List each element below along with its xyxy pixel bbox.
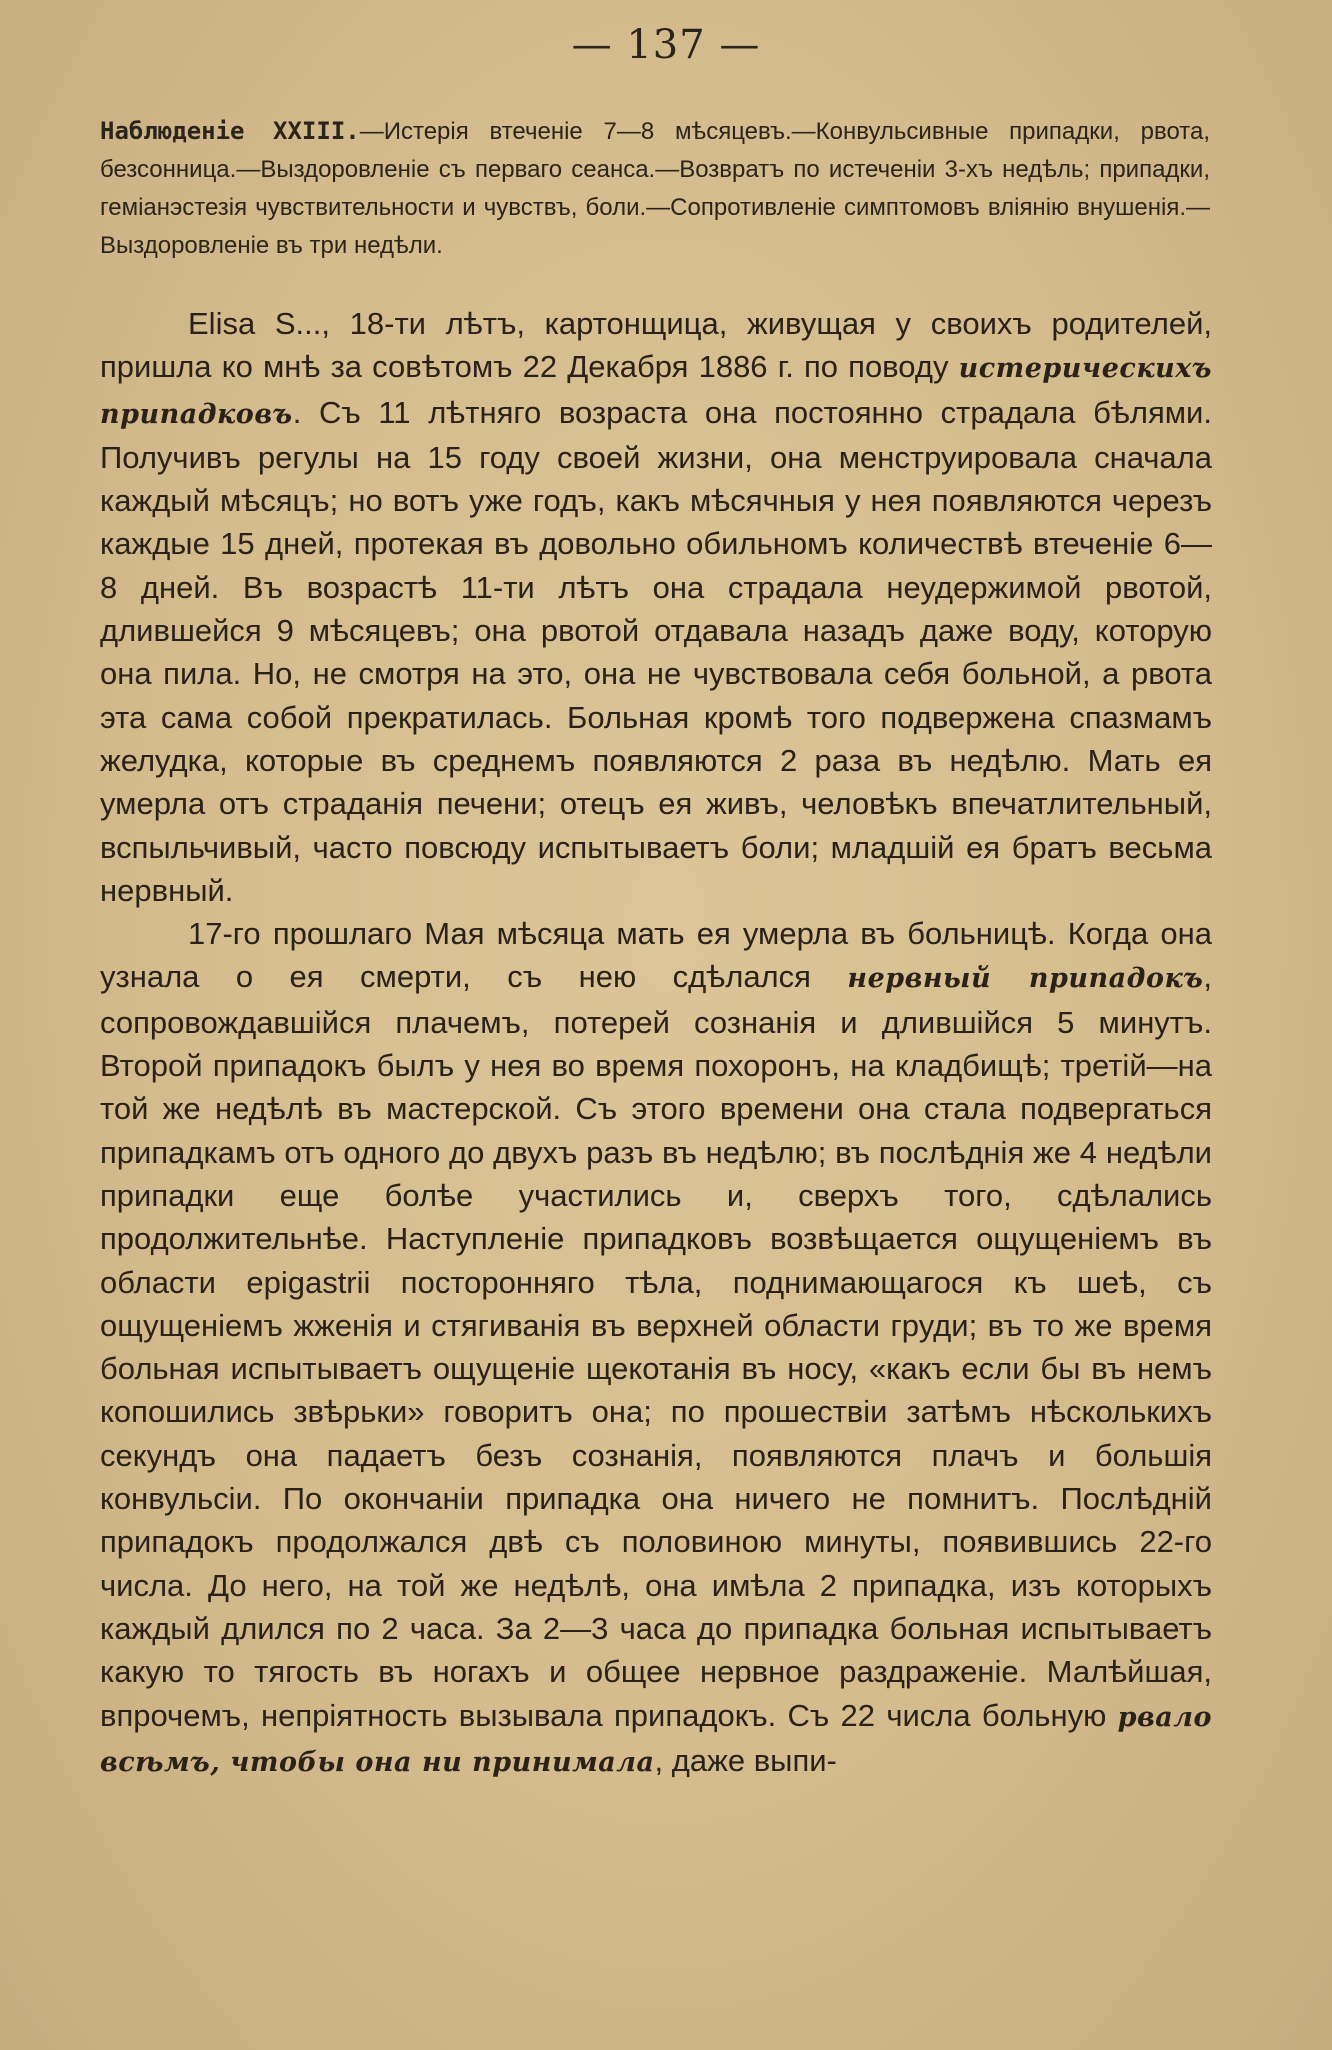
emphasis-text: истерическихъ припадковъ <box>100 353 1212 430</box>
emphasis-text: рвало всѣмъ, чтобы она ни принимала <box>100 1701 1212 1778</box>
emphasis-text: нервный припадокъ <box>847 963 1204 995</box>
paragraph-text: Elisa S..., 18-ти лѣтъ, картонщица, живущая у своихъ родителей, пришла ко мнѣ за совѣтомъ 22 Декабря 1886 г. по поводу <box>100 306 1212 385</box>
paragraph-text: . Съ 11 лѣтняго возраста она постоянно страдала бѣлями. Получивъ регулы на 15 году своей жизни, она менструировала сначала каждый мѣсяцъ; но вотъ уже годъ, какъ мѣсячныя у нея появляются черезъ каждые 15 дней, протекая въ довольно обильномъ количествѣ втеченіе 6—8 дней. Въ возрастѣ 11-ти лѣтъ она страдала неудержимой рвотой, длившейся 9 мѣсяцевъ; она рвотой отдавала назадъ даже воду, которую она пила. Но, не смотря на это, она не чувствовала себя больной, а рвота эта сама собой прекратилась. Больная кромѣ того подвержена спазмамъ желудка, которые въ среднемъ появляются 2 раза въ недѣлю. Мать ея умерла отъ страданія печени; отецъ ея живъ, человѣкъ впечатлительный, вспыльчивый, часто повсюду испытываетъ боли; младшій ея братъ весьма нервный. <box>100 394 1212 908</box>
case-summary <box>100 112 1210 265</box>
paragraph-text: , сопровождавшійся плачемъ, потерей сознанія и длившійся 5 минутъ. Второй припадокъ былъ у нея во время похоронъ, на кладбищѣ; третій—на той же недѣлѣ въ мастерской. Съ этого времени она стала подвергаться припадкамъ отъ одного до двухъ разъ въ недѣлю; въ послѣднія же 4 недѣли припадки еще болѣе участились и, сверхъ того, сдѣлались продолжительнѣе. Наступленіе припадковъ возвѣщается ощущеніемъ въ области epigastrii посторонняго тѣла, поднимающагося къ шеѣ, съ ощущеніемъ жженія и стягиванія въ верхней области груди; въ то же время больная испытываетъ ощущеніе щекотанія въ носу, «какъ если бы въ немъ копошились звѣрьки» говоритъ она; по прошествіи затѣмъ нѣсколькихъ секундъ она падаетъ безъ сознанія, появляются плачъ и большія конвульсіи. По окончаніи припадка она ничего не помнитъ. Послѣдній припадокъ продолжался двѣ съ половиною минуты, появившись 22-го числа. До него, на той же недѣлѣ, она имѣла 2 припадка, изъ которыхъ каждый длился по 2 часа. За 2—3 часа до припадка больная испытываетъ какую то тягость въ ногахъ и общее нервное раздраженіе. Малѣйшая, впрочемъ, непріятность вызывала припадокъ. Съ 22 числа больную <box>100 959 1212 1733</box>
page-number: — 137 — <box>571 22 761 68</box>
paragraph-text: , даже выпи- <box>654 1742 837 1778</box>
paragraph <box>100 912 1212 1784</box>
case-label: Наблюденіе XXIII. <box>100 117 360 145</box>
paragraph <box>100 302 1212 912</box>
body-text <box>100 302 1212 1784</box>
case-summary-text: —Истерія втеченіе 7—8 мѣсяцевъ.—Конвульсивные припадки, рвота, безсонница.—Выздоровленіе съ перваго сеанса.—Возвратъ по истеченіи 3-хъ недѣль; припадки, геміанэстезія чувствительности и чувствъ, боли.—Сопротивленіе симптомовъ вліянію внушенія.—Выздоровленіе въ три недѣли. <box>100 118 1211 259</box>
paragraph-text: 17-го прошлаго Мая мѣсяца мать ея умерла въ больницѣ. Когда она узнала о ея смерти, съ нею сдѣлался <box>100 916 1212 995</box>
